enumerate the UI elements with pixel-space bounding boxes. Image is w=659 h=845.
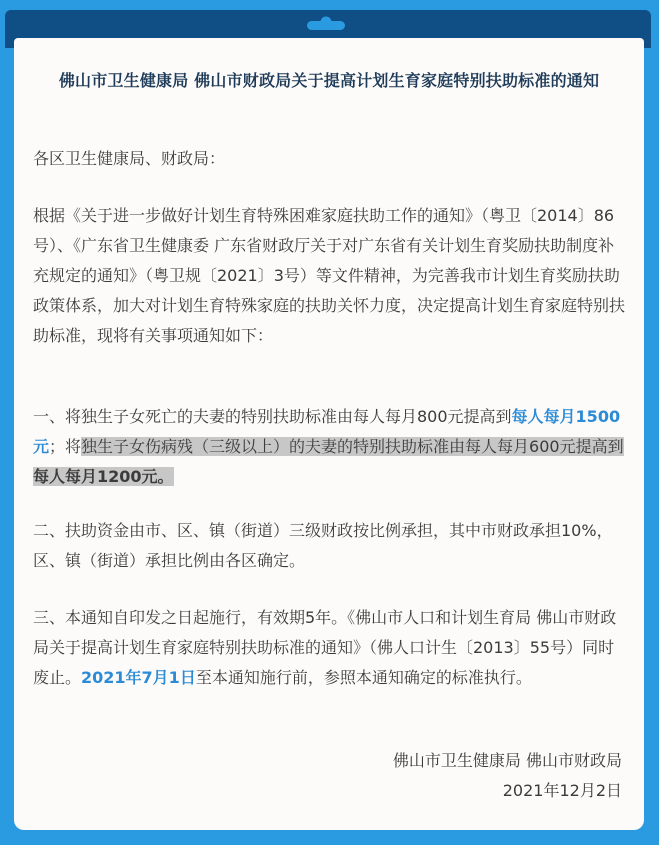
item-three-text-b: 至本通知施行前，参照本通知确定的标准执行。 — [195, 668, 532, 687]
item-one-text-b: ；将 — [49, 437, 82, 456]
tab-notch-icon — [307, 16, 345, 30]
item-three-text-a: 三、本通知自印发之日起施行，有效期5年。《佛山市人口和计划生育局 佛山市财政局关于提高计划生育家庭特别扶助标准的通知》（佛人口计生〔2013〕55号）同时废止。 — [33, 608, 617, 687]
item-three-paragraph — [33, 603, 629, 693]
intro-paragraph: 根据《关于进一步做好计划生育特殊困难家庭扶助工作的通知》（粤卫〔2014〕86号）、《广东省卫生健康委 广东省财政厅关于对广东省有关计划生育奖励扶助制度补充规定的通知》（粤卫规〔2021〕3号）等文件精神，为完善我市计划生育奖励扶助政策体系，加大对计划生育特殊家庭的扶助关怀力度，决定提高计划生育家庭特别扶助标准，现将有关事项通知如下： — [33, 206, 626, 345]
item-one-paragraph — [33, 402, 629, 492]
item-three-date-highlight: 2021年7月1日 — [81, 668, 196, 687]
signature-date: 2021年12月2日 — [502, 781, 622, 800]
signature-issuers: 佛山市卫生健康局 佛山市财政局 — [392, 751, 622, 770]
item-one-text-a: 一、将独生子女死亡的夫妻的特别扶助标准由每人每月800元提高到 — [33, 407, 512, 426]
item-two-paragraph: 二、扶助资金由市、区、镇（街道）三级财政按比例承担，其中市财政承担10%，区、镇（街道）承担比例由各区确定。 — [33, 521, 613, 570]
item-one-highlight: 每人每月1500元 — [33, 407, 621, 456]
item-one-shaded-text: 独生子女伤病残（三级以上）的夫妻的特别扶助标准由每人每月600元提高到 — [81, 437, 624, 456]
salutation: 各区卫生健康局、财政局： — [33, 149, 226, 168]
notice-title: 佛山市卫生健康局 佛山市财政局关于提高计划生育家庭特别扶助标准的通知 — [58, 71, 600, 90]
item-one-shaded-bold: 每人每月1200元。 — [33, 467, 174, 486]
